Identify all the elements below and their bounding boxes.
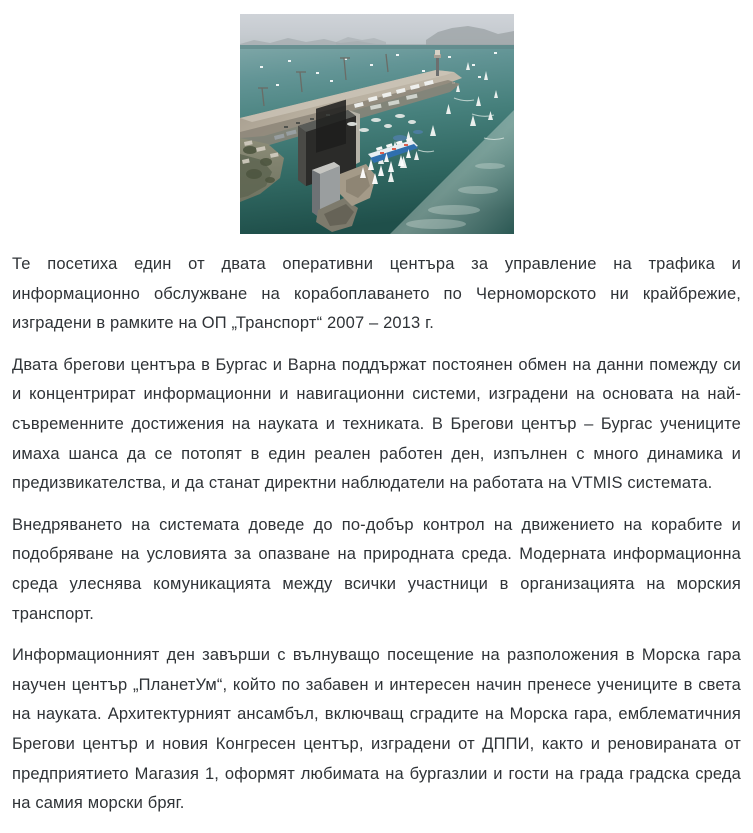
paragraph-4: Информационният ден завърши с вълнуващо посещение на разположения в Морска гара научен център „ПланетУм“, който по забавен и интересен начин пренесе учениците в света на науката. Архитектурният ансамбъл, включващ сградите на Морска гара, емблематичния Брегови център и новия Конгресен център, изградени от ДППИ, както и реновираната от предприятието Магазия 1, оформят любимата на бургазлии и гости на града градска среда на самия морски бряг. [12,646,741,813]
article-figure [0,0,753,239]
aerial-port-photo-graphic [240,14,514,234]
paragraph-2: Двата брегови центъра в Бургас и Варна поддържат постоянен обмен на данни помежду си и концентрират информационни и навигационни системи, изградени на основата на най-съвременните достижения на науката и техниката. В Брегови център – Бургас учениците имаха шанса да се потопят в един реален работен ден, изпълнен с много динамика и предизвикателства, и да станат директни наблюдатели на работата на VTMIS системата. [12,355,741,493]
aerial-port-photo [240,14,514,234]
article-body [0,250,753,819]
paragraph-3: Внедряването на системата доведе до по-добър контрол на движението на корабите и подобряване на условията за опазване на природната среда. Модерната информационна среда улеснява комуникацията между всички участници в организацията на морския транспорт. [12,515,741,623]
paragraph-1: Те посетиха един от двата оперативни центъра за управление на трафика и информационно обслужване на корабоплаването по Черноморското ни крайбрежие, изградени в рамките на ОП „Транспорт“ 2007 – 2013 г. [12,255,741,333]
